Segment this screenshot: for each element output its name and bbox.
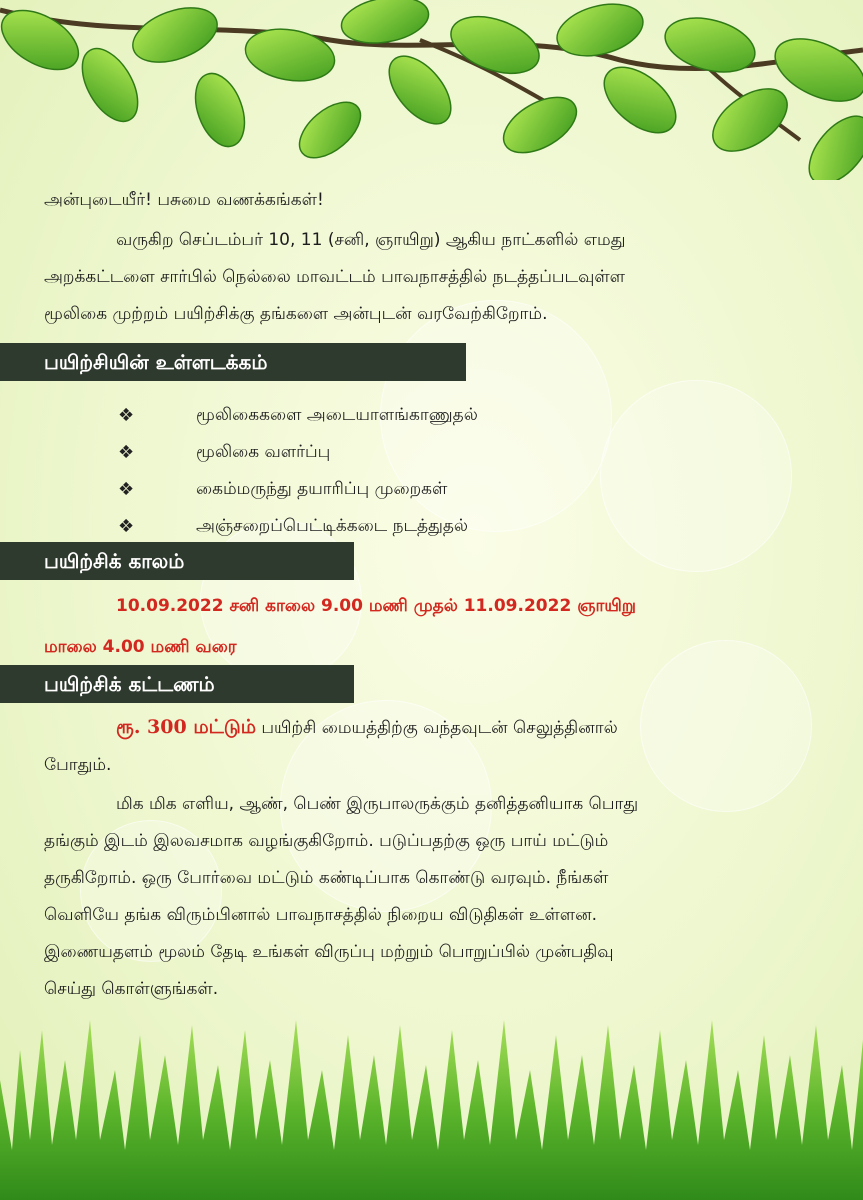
- fee-amount: ரூ. 300 மட்டும்: [116, 716, 256, 738]
- fee-paragraph: [44, 709, 824, 784]
- intro-line: அறக்கட்டளை சார்பில் நெல்லை மாவட்டம் பாவநாசத்தில் நடத்தப்படவுள்ள: [44, 267, 626, 287]
- stay-line: தருகிறோம். ஒரு போர்வை மட்டும் கண்டிப்பாக கொண்டு வரவும். நீங்கள்: [44, 868, 609, 888]
- content-list: [118, 397, 478, 545]
- stay-line: மிக மிக எளிய, ஆண், பெண் இருபாலருக்கும் தனித்தனியாக பொது: [116, 794, 639, 814]
- intro-line: வருகிற செப்டம்பர் 10, 11 (சனி, ஞாயிறு) ஆகிய நாட்களில் எமது: [116, 230, 626, 250]
- training-dates: [44, 586, 834, 668]
- dates-line: மாலை 4.00 மணி வரை: [44, 637, 237, 657]
- stay-line: தங்கும் இடம் இலவசமாக வழங்குகிறோம். படுப்பதற்கு ஒரு பாய் மட்டும்: [44, 831, 609, 851]
- intro-paragraph: [44, 222, 824, 333]
- section-heading-fee: பயிற்சிக் கட்டணம்: [0, 665, 354, 703]
- stay-paragraph: [44, 786, 824, 1008]
- bullet-icon: ❖: [118, 442, 135, 463]
- greeting-text: அன்புடையீர்! பசுமை வணக்கங்கள்!: [44, 190, 324, 210]
- section-heading-period: பயிற்சிக் காலம்: [0, 542, 354, 580]
- list-item: ❖ அஞ்சறைப்பெட்டிக்கடை நடத்துதல்: [118, 515, 469, 537]
- stay-line: வெளியே தங்க விரும்பினால் பாவநாசத்தில் நிறைய விடுதிகள் உள்ளன.: [44, 905, 598, 925]
- stay-line: இணையதளம் மூலம் தேடி உங்கள் விருப்பு மற்றும் பொறுப்பில் முன்பதிவு: [44, 942, 614, 962]
- bullet-icon: ❖: [118, 516, 135, 537]
- section-heading-content: பயிற்சியின் உள்ளடக்கம்: [0, 343, 466, 381]
- intro-line: மூலிகை முற்றம் பயிற்சிக்கு தங்களை அன்புடன் வரவேற்கிறோம்.: [44, 304, 548, 324]
- fee-text: பயிற்சி மையத்திற்கு வந்தவுடன் செலுத்தினால்: [261, 718, 618, 738]
- fee-text: போதும்.: [44, 755, 112, 775]
- bullet-icon: ❖: [118, 479, 135, 500]
- stay-line: செய்து கொள்ளுங்கள்.: [44, 979, 219, 999]
- list-item: ❖ மூலிகைகளை அடையாளங்காணுதல்: [118, 404, 478, 426]
- list-item: ❖ மூலிகை வளர்ப்பு: [118, 441, 331, 463]
- bullet-icon: ❖: [118, 405, 135, 426]
- dates-line: 10.09.2022 சனி காலை 9.00 மணி முதல் 11.09.2022 ஞாயிறு: [116, 596, 636, 616]
- list-item: ❖ கைம்மருந்து தயாரிப்பு முறைகள்: [118, 478, 448, 500]
